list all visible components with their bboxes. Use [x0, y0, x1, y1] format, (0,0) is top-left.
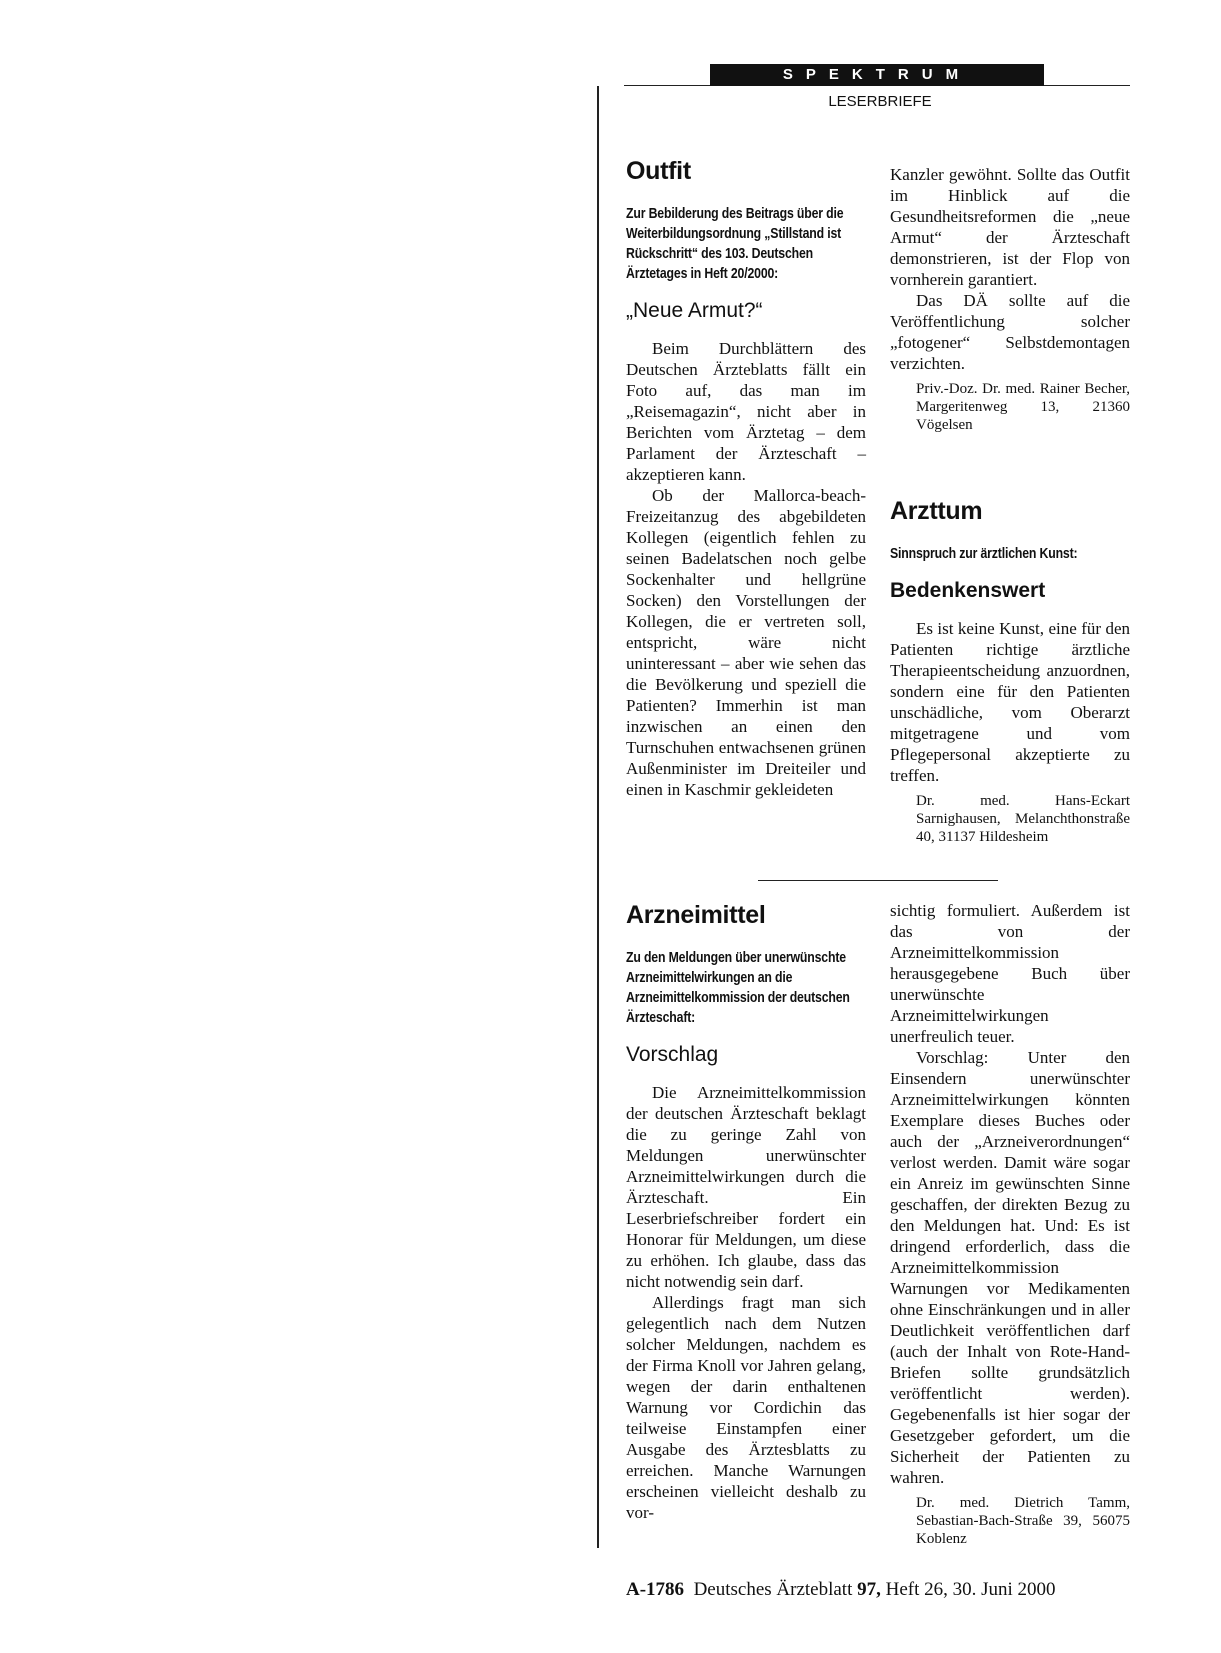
column-rule [597, 86, 599, 1548]
article-subtitle: „Neue Armut?“ [626, 299, 763, 322]
article-subtitle: Vorschlag [626, 1043, 719, 1066]
paragraph: Vorschlag: Unter den Einsendern unerwünschter Arzneimittelwirkungen könnten Exemplare dieses Buches oder auch der „Arzneiverordnungen“ verlost werden. Damit wäre sogar ein Anreiz im gewünschten Sinne geschaffen, der direkten Bezug zu den Meldungen hat. Und: Es ist dringend erforderlich, dass die Arzneimittelkommission Warnungen vor Medikamenten ohne Einschränkungen und in aller Deutlichkeit veröffentlichen darf (auch der Inhalt von Rote-Hand-Briefen sollte grundsätzlich veröffentlicht werden). Gegebenenfalls ist hier sogar der Gesetzgeber gefordert, um die Sicherheit der Patienten zu wahren. [890, 1048, 1130, 1487]
paragraph: Das DÄ sollte auf die Veröffentlichung solcher „fotogener“ Selbstdemontagen verzichten. [890, 291, 1130, 373]
journal-name: Deutsches Ärzteblatt [693, 1579, 853, 1600]
article-outfit [626, 156, 866, 800]
paragraph: Die Arzneimittelkommission der deutschen Ärzteschaft beklagt die zu geringe Zahl von Meldungen unerwünschter Arzneimittelwirkungen durch die Ärzteschaft. Ein Leserbriefschreiber fordert ein Honorar für Meldungen, um diese zu erhöhen. Ich glaube, dass das nicht notwendig sein darf. [626, 1083, 866, 1291]
paragraph: Es ist keine Kunst, eine für den Patienten richtige ärztliche Therapieentscheidung anzuordnen, sondern eine für den Patienten unschädliche, vom Oberarzt mitgetragene und vom Pflegepersonal akzeptierte zu treffen. [890, 619, 1130, 785]
article-title: Outfit [626, 157, 691, 185]
article-title: Arzttum [890, 497, 983, 525]
article-subtitle: Bedenkenswert [890, 579, 1046, 602]
article-outfit-continued [890, 164, 1130, 434]
article-intro: Sinnspruch zur ärztlichen Kunst: [890, 545, 1078, 562]
article-intro: Zu den Meldungen über unerwünschte Arzneimittelwirkungen an die Arzneimittelkommission der deutschen Ärzteschaft: [626, 949, 850, 1026]
author-signature: Dr. med. Dietrich Tamm, Sebastian-Bach-Straße 39, 56075 Koblenz [916, 1495, 1130, 1547]
article-intro: Zur Bebilderung des Beitrags über die Weiterbildungsordnung „Stillstand ist Rückschritt“ des 103. Deutschen Ärztetages in Heft 20/2000: [626, 205, 844, 282]
paragraph: Allerdings fragt man sich gelegentlich nach dem Nutzen solcher Meldungen, nachdem es der Firma Knoll vor Jahren gelang, wegen der darin enthaltenen Warnung vor Cordichin das teilweise Einstampfen einer Ausgabe des Ärztesblatts zu erreichen. Manche Warnungen erscheinen vielleicht deshalb zu vor- [626, 1293, 866, 1522]
journal-issue: Heft 26, 30. Juni 2000 [885, 1579, 1056, 1600]
author-signature: Dr. med. Hans-Eckart Sarnighausen, Melanchthonstraße 40, 31137 Hildesheim [916, 793, 1130, 845]
author-signature: Priv.-Doz. Dr. med. Rainer Becher, Margeritenweg 13, 21360 Vögelsen [916, 381, 1130, 433]
paragraph: Beim Durchblättern des Deutschen Ärzteblatts fällt ein Foto auf, das man im „Reisemagazin“, nicht aber in Berichten vom Ärztetag – dem Parlament der Ärzteschaft – akzeptieren kann. [626, 339, 866, 484]
article-arzneimittel-continued [890, 900, 1130, 1548]
section-banner: SPEKTRUM [710, 64, 1044, 86]
paragraph: Ob der Mallorca-beach-Freizeitanzug des abgebildeten Kollegen (eigentlich fehlen zu seinen Badelatschen noch gelbe Sockenhalter und hellgrüne Socken) den Vorstellungen der Kollegen, die er vertreten soll, entspricht, wäre nicht uninteressant – aber wie sehen das die Bevölkerung und speziell die Patienten? Immerhin ist man inzwischen an einen den Turnschuhen entwachsenen grünen Außenminister im Dreiteiler und einen in Kaschmir gekleideten [626, 486, 866, 799]
paragraph: Kanzler gewöhnt. Sollte das Outfit im Hinblick auf die Gesundheitsreformen die „neue Armut“ der Ärzteschaft demonstrieren, ist der Flop von vornherein garantiert. [890, 165, 1130, 289]
article-arzneimittel [626, 900, 866, 1523]
page-number: A-1786 [626, 1579, 685, 1600]
paragraph: sichtig formuliert. Außerdem ist das von der Arzneimittelkommission herausgegebene Buch über unerwünschte Arzneimittelwirkungen unerfreulich teuer. [890, 901, 1130, 1046]
journal-volume: 97, [857, 1579, 881, 1600]
article-arzttum [890, 496, 1130, 846]
article-title: Arzneimittel [626, 901, 766, 929]
section-subtitle: LESERBRIEFE [828, 93, 932, 110]
page-footer [626, 1579, 1056, 1601]
article-divider [758, 880, 998, 881]
